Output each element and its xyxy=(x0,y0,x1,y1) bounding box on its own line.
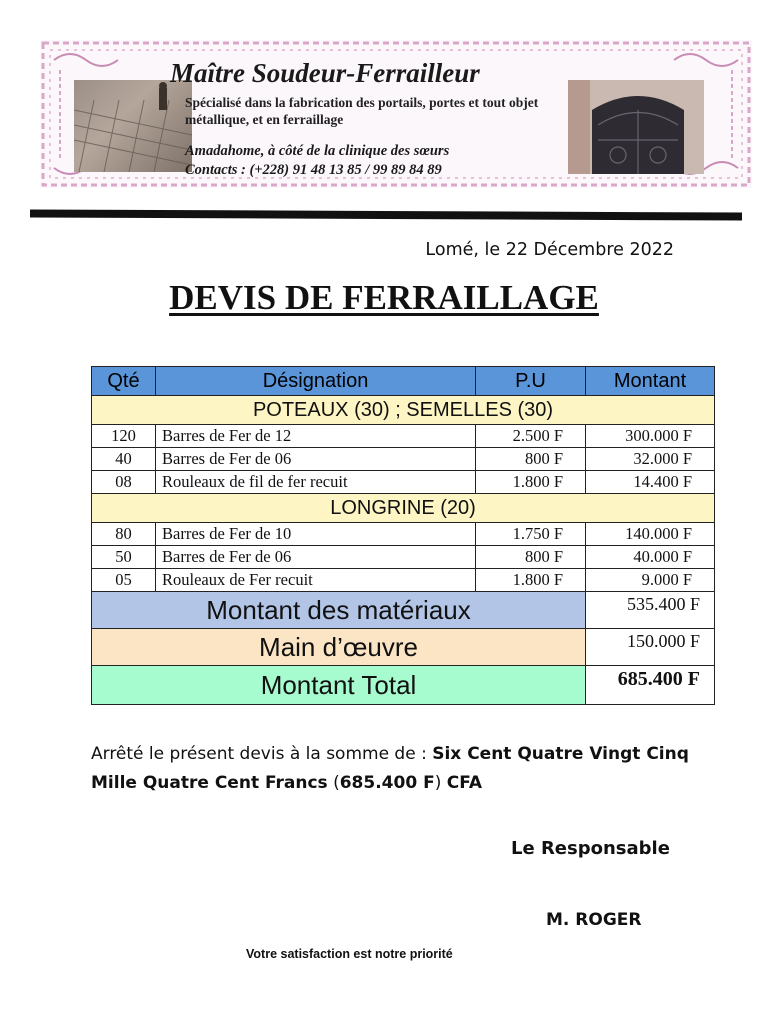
cell-qte: 08 xyxy=(92,471,156,494)
cell-pu: 800 F xyxy=(476,546,586,569)
document-title: DEVIS DE FERRAILLAGE xyxy=(169,278,599,317)
cell-designation: Barres de Fer de 06 xyxy=(156,546,476,569)
amount-in-figures: 685.400 F xyxy=(339,773,435,793)
labor-value: 150.000 F xyxy=(586,629,715,666)
section-row xyxy=(92,396,715,425)
header-montant: Montant xyxy=(586,367,715,396)
table-row xyxy=(92,523,715,546)
cell-pu: 1.800 F xyxy=(476,471,586,494)
amount-statement xyxy=(91,740,731,798)
amount-in-words: Six Cent Quatre Vingt Cinq Mille Quatre Cent Francs xyxy=(91,744,689,793)
cell-montant: 300.000 F xyxy=(586,425,715,448)
grand-total-label: Montant Total xyxy=(92,666,586,705)
grand-total-row xyxy=(92,666,715,705)
business-contacts: Contacts : (+228) 91 48 13 85 / 99 89 84 89 xyxy=(185,162,442,178)
brand-name: Maître Soudeur-Ferrailleur xyxy=(170,58,480,88)
header-designation: Désignation xyxy=(156,367,476,396)
cell-qte: 120 xyxy=(92,425,156,448)
cell-montant: 9.000 F xyxy=(586,569,715,592)
section-row xyxy=(92,494,715,523)
cell-designation: Rouleaux de Fer recuit xyxy=(156,569,476,592)
statement-close: ) xyxy=(434,773,447,793)
table-row xyxy=(92,569,715,592)
letterhead xyxy=(40,40,752,188)
materials-total-value: 535.400 F xyxy=(586,592,715,629)
cell-designation: Barres de Fer de 12 xyxy=(156,425,476,448)
rebar-photo-pattern xyxy=(74,80,192,172)
gate-photo-pattern xyxy=(568,80,704,174)
quote-table xyxy=(91,366,715,705)
statement-prefix: Arrêté le présent devis à la somme de : xyxy=(91,744,433,764)
cell-designation: Barres de Fer de 10 xyxy=(156,523,476,546)
table-row xyxy=(92,546,715,569)
cell-qte: 80 xyxy=(92,523,156,546)
cell-qte: 05 xyxy=(92,569,156,592)
labor-row xyxy=(92,629,715,666)
cell-pu: 1.750 F xyxy=(476,523,586,546)
cell-designation: Barres de Fer de 06 xyxy=(156,448,476,471)
business-address: Amadahome, à côté de la clinique des sœurs xyxy=(185,143,450,159)
responsable-label: Le Responsable xyxy=(511,838,670,859)
cell-qte: 40 xyxy=(92,448,156,471)
materials-total-row xyxy=(92,592,715,629)
cell-pu: 2.500 F xyxy=(476,425,586,448)
signatory-name: M. ROGER xyxy=(546,910,642,930)
cell-montant: 14.400 F xyxy=(586,471,715,494)
cell-pu: 800 F xyxy=(476,448,586,471)
grand-total-value: 685.400 F xyxy=(586,666,715,705)
table-header-row xyxy=(92,367,715,396)
currency-label: CFA xyxy=(446,773,483,793)
footer-slogan: Votre satisfaction est notre priorité xyxy=(246,947,453,961)
statement-open-paren: ( xyxy=(327,773,340,793)
document-date: Lomé, le 22 Décembre 2022 xyxy=(425,240,674,260)
cell-montant: 32.000 F xyxy=(586,448,715,471)
brand-tagline: Spécialisé dans la fabrication des portails, portes et tout objet métallique, et en ferraillage xyxy=(185,95,539,127)
cell-designation: Rouleaux de fil de fer recuit xyxy=(156,471,476,494)
section-title: POTEAUX (30) ; SEMELLES (30) xyxy=(92,396,715,425)
cell-montant: 40.000 F xyxy=(586,546,715,569)
table-row xyxy=(92,448,715,471)
cell-pu: 1.800 F xyxy=(476,569,586,592)
header-divider xyxy=(30,209,742,220)
cell-qte: 50 xyxy=(92,546,156,569)
section-title: LONGRINE (20) xyxy=(92,494,715,523)
table-row xyxy=(92,425,715,448)
header-qte: Qté xyxy=(92,367,156,396)
materials-total-label: Montant des matériaux xyxy=(92,592,586,629)
cell-montant: 140.000 F xyxy=(586,523,715,546)
header-pu: P.U xyxy=(476,367,586,396)
table-row xyxy=(92,471,715,494)
labor-label: Main d’œuvre xyxy=(92,629,586,666)
